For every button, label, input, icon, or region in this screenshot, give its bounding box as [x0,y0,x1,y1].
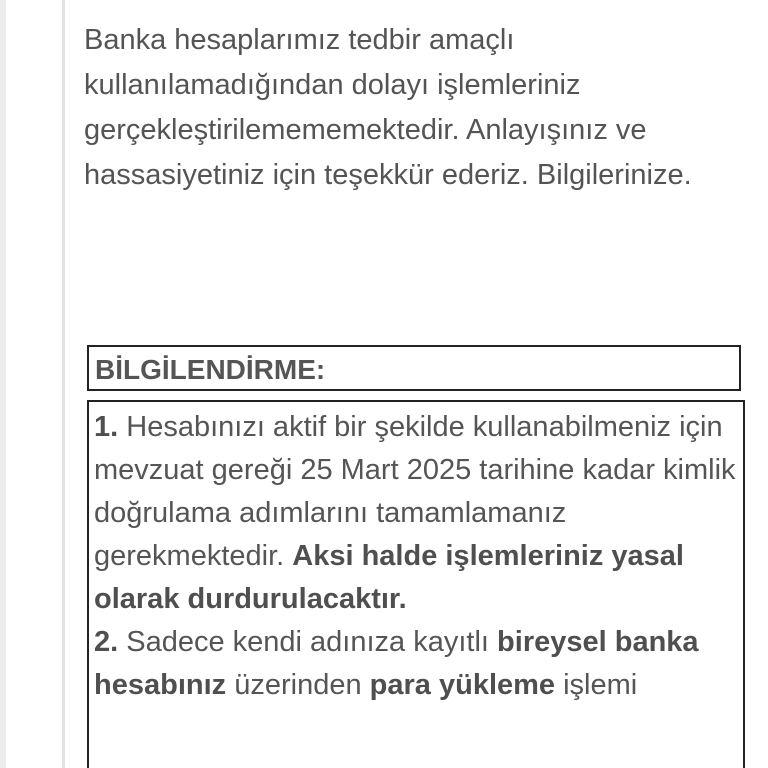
account-notice-text: Banka hesaplarımız tedbir amaçlı kullanılamadığından dolayı işlemleriniz gerçekleştirilemememektedir. Anlayışınız ve hassasiyetiniz için teşekkür ederiz. Bilgilerinize. [84,24,692,191]
left-edge [0,0,6,768]
info-item-1-warning: Aksi halde işlemleriniz yasal olarak durdurulacaktır. [94,540,684,615]
info-item-2-text-a: Sadece kendi adınıza kayıtlı [126,626,489,658]
info-title-box [87,345,741,391]
info-item-2-text-b: üzerinden [234,669,362,701]
info-item-1 [94,406,737,621]
info-item-2-text-c: işlemi [563,669,638,701]
info-item-2-bold-b: para yükleme [369,669,556,701]
info-item-2 [94,621,737,707]
info-content-box [87,400,745,768]
info-title: BİLGİLENDİRME: [95,354,326,385]
left-divider [62,0,65,768]
info-item-1-text: Hesabınızı aktif bir şekilde kullanabilmeniz için mevzuat gereği 25 Mart 2025 tarihine kadar kimlik doğrulama adımlarını tamamlamanız gerekmektedir. [94,411,736,572]
info-item-1-number: 1. [94,411,119,443]
info-item-2-number: 2. [94,626,119,658]
info-item-2-bold-a: bireysel banka hesabınız [94,626,699,701]
